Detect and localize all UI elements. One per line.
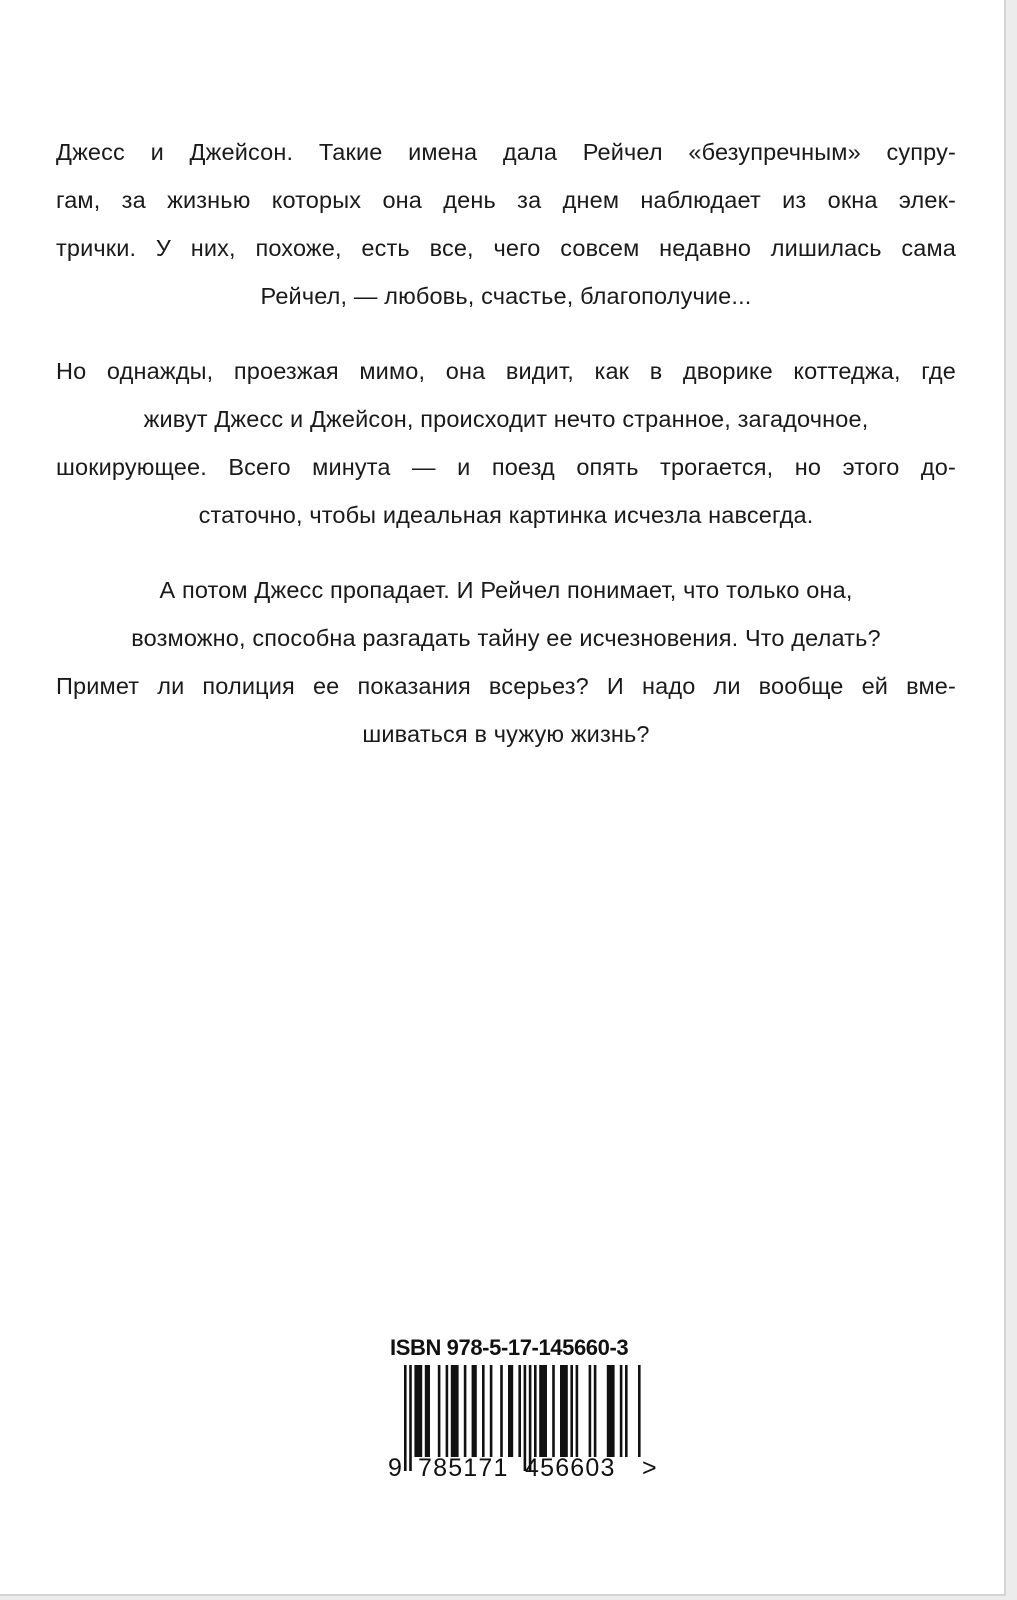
barcode-bar xyxy=(482,1365,485,1457)
blurb-line: шокирующее. Всего минута — и поезд опять трогается, но этого до- xyxy=(56,454,956,480)
barcode-guard-bar xyxy=(404,1365,407,1471)
barcode-bar xyxy=(607,1365,615,1457)
barcode-bar xyxy=(638,1365,641,1457)
barcode-bar xyxy=(500,1365,503,1457)
blurb-paragraph-2 xyxy=(56,347,956,539)
barcode-guard-bar xyxy=(409,1365,412,1471)
blurb-line: живут Джесс и Джейсон, происходит нечто странное, загадочное, xyxy=(143,406,869,432)
blurb-paragraph-1 xyxy=(56,128,956,320)
barcode-bar xyxy=(451,1365,459,1457)
blurb-line: Рейчел, — любовь, счастье, благополучие... xyxy=(260,283,752,309)
barcode-bar xyxy=(446,1365,449,1457)
barcode-bar xyxy=(534,1365,537,1457)
blurb-line: Джесс и Джейсон. Такие имена дала Рейчел «безупречным» супру- xyxy=(56,139,956,165)
barcode-bar xyxy=(464,1365,467,1457)
blurb-line: возможно, способна разгадать тайну ее исчезновения. Что делать? xyxy=(131,625,881,651)
barcode-digits-left: 785171 xyxy=(418,1454,509,1482)
barcode-bar xyxy=(490,1365,493,1457)
barcode-quiet-zone-mark: > xyxy=(642,1454,657,1482)
barcode-bar xyxy=(570,1365,573,1457)
barcode-bar xyxy=(594,1365,597,1457)
blurb-line: статочно, чтобы идеальная картинка исчезла навсегда. xyxy=(198,502,814,528)
barcode-bar xyxy=(508,1365,513,1457)
barcode-bar xyxy=(425,1365,430,1457)
barcode-bar xyxy=(552,1365,555,1457)
barcode-digits-right: 456603 xyxy=(525,1454,616,1482)
barcode-bar xyxy=(539,1365,547,1457)
barcode-bar xyxy=(620,1365,623,1457)
barcode-bar xyxy=(438,1365,441,1457)
barcode-bar xyxy=(414,1365,422,1457)
barcode-bar xyxy=(576,1365,579,1457)
blurb-line: шиваться в чужую жизнь? xyxy=(362,721,650,747)
blurb-line: гам, за жизнью которых она день за днем наблюдает из окна элек- xyxy=(56,187,956,213)
isbn-label: ISBN 978-5-17-145660-3 xyxy=(390,1335,629,1360)
barcode-bar xyxy=(518,1365,521,1457)
barcode-bar xyxy=(472,1365,477,1457)
blurb-line: трички. У них, похоже, есть все, чего совсем недавно лишилась сама xyxy=(56,235,956,261)
barcode-bar xyxy=(625,1365,628,1457)
barcode-digit-first: 9 xyxy=(388,1454,402,1482)
blurb-paragraph-3 xyxy=(56,566,956,758)
blurb-line: Но однажды, проезжая мимо, она видит, как в дворике коттеджа, где xyxy=(56,358,956,384)
blurb-text xyxy=(56,128,956,785)
barcode-bar xyxy=(589,1365,592,1457)
blurb-line: Примет ли полиция ее показания всерьез? И надо ли вообще ей вме- xyxy=(56,673,956,699)
barcode-bar xyxy=(560,1365,568,1457)
blurb-line: А потом Джесс пропадает. И Рейчел понимает, что только она, xyxy=(159,577,853,603)
